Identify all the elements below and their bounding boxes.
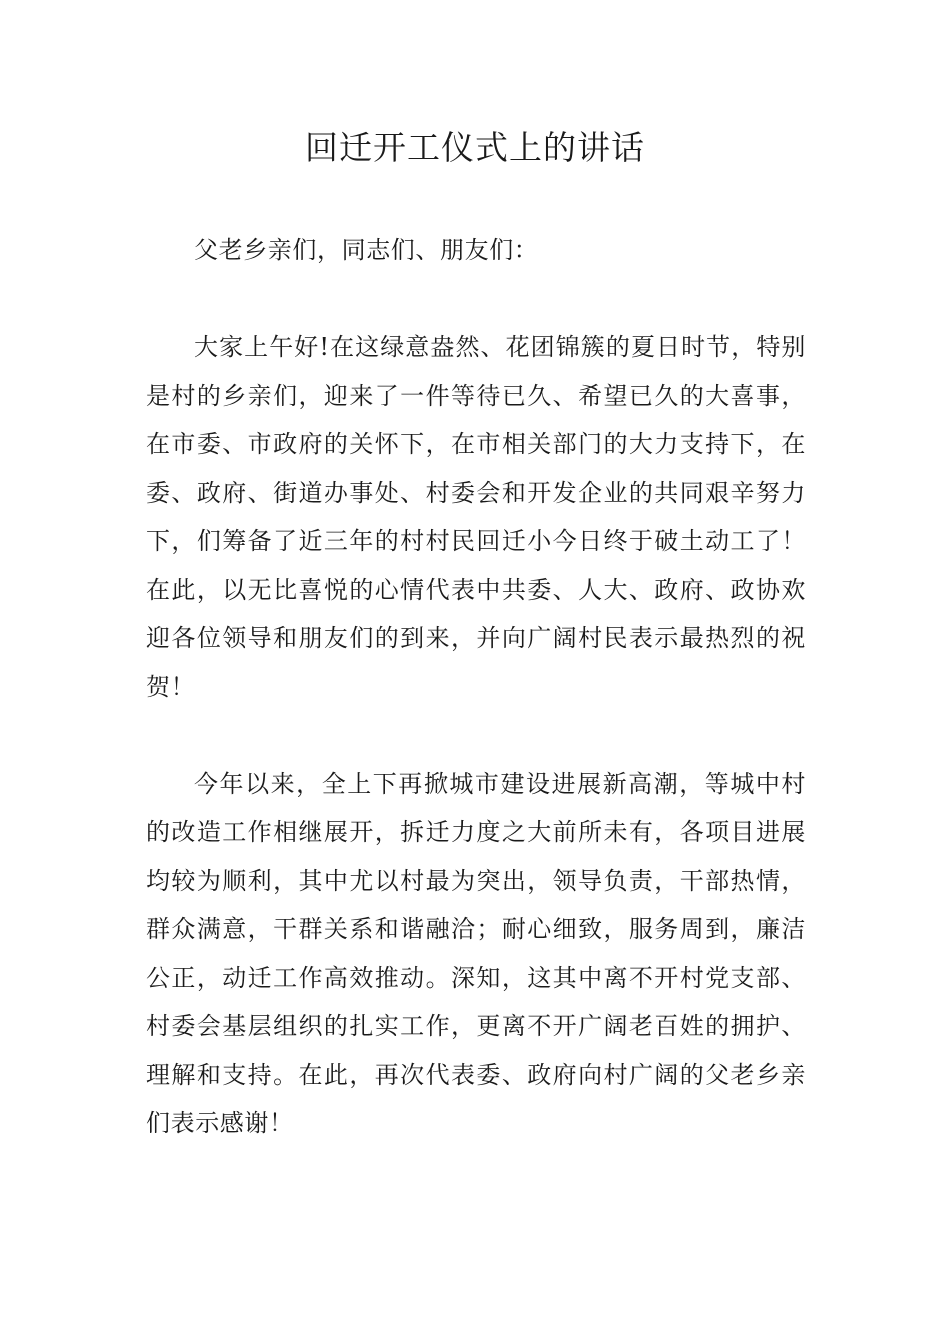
- document-title: 回迁开工仪式上的讲话: [305, 128, 645, 167]
- paragraph-1: 大家上午好!在这绿意盎然、花团锦簇的夏日时节，特别是村的乡亲们，迎来了一件等待已久、希望已久的大喜事，在市委、市政府的关怀下，在市相关部门的大力支持下，在委、政府、街道办事处、村委会和开发企业的共同艰辛努力下，们筹备了近三年的村村民回迁小今日终于破土动工了！在此，以无比喜悦的心情代表中共委、人大、政府、政协欢迎各位领导和朋友们的到来，并向广阔村民表示最热烈的祝贺！: [146, 333, 806, 701]
- paragraph-2: 今年以来，全上下再掀城市建设进展新高潮，等城中村的改造工作相继展开，拆迁力度之大前所未有，各项目进展均较为顺利，其中尤以村最为突出，领导负责，干部热情，群众满意，干群关系和谐融洽；耐心细致，服务周到，廉洁公正，动迁工作高效推动。深知，这其中离不开村党支部、村委会基层组织的扎实工作，更离不开广阔老百姓的拥护、理解和支持。在此，再次代表委、政府向村广阔的父老乡亲们表示感谢！: [146, 769, 806, 1137]
- salutation: 父老乡亲们，同志们、朋友们：: [194, 236, 539, 264]
- document-body: [146, 226, 806, 1196]
